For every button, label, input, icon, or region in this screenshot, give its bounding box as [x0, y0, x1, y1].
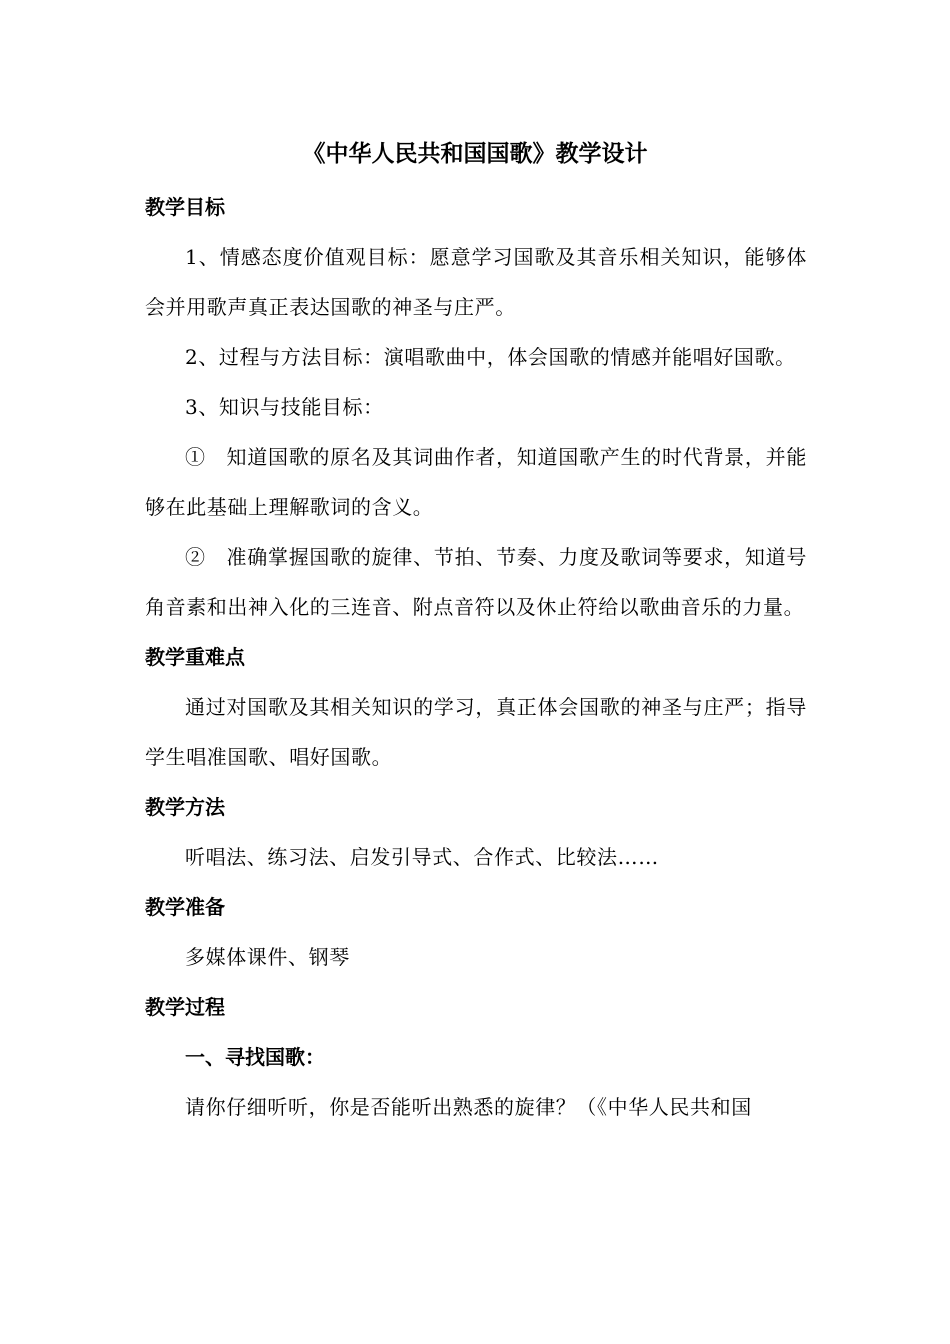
objective-knowledge-item-2: ② 准确掌握国歌的旋律、节拍、节奏、力度及歌词等要求，知道号角音素和出神入化的三连音、附点音符以及休止符给以歌曲音乐的力量。 [145, 545, 807, 619]
process-step-1-heading: 一、寻找国歌： [185, 1045, 325, 1069]
process-step-1-text: 请你仔细听听，你是否能听出熟悉的旋律？（《中华人民共和国 [185, 1095, 752, 1119]
objective-knowledge-item-1: ① 知道国歌的原名及其词曲作者，知道国歌产生的时代背景，并能够在此基础上理解歌词的含义。 [145, 445, 807, 519]
section-heading-key-points: 教学重难点 [145, 645, 245, 669]
section-heading-preparation: 教学准备 [145, 895, 225, 919]
document-title: 《中华人民共和国国歌》教学设计 [302, 141, 648, 167]
objective-emotion: 1、情感态度价值观目标：愿意学习国歌及其音乐相关知识，能够体会并用歌声真正表达国歌的神圣与庄严。 [145, 245, 807, 319]
section-heading-objectives: 教学目标 [145, 195, 225, 219]
methods-text: 听唱法、练习法、启发引导式、合作式、比较法…… [185, 845, 659, 869]
preparation-text: 多媒体课件、钢琴 [185, 945, 350, 969]
key-points-text: 通过对国歌及其相关知识的学习，真正体会国歌的神圣与庄严；指导学生唱准国歌、唱好国歌。 [145, 695, 807, 769]
section-heading-methods: 教学方法 [145, 795, 225, 819]
objective-process: 2、过程与方法目标：演唱歌曲中，体会国歌的情感并能唱好国歌。 [185, 345, 796, 369]
document-body [145, 182, 807, 1132]
section-heading-process: 教学过程 [145, 995, 225, 1019]
objective-knowledge: 3、知识与技能目标： [185, 395, 384, 419]
